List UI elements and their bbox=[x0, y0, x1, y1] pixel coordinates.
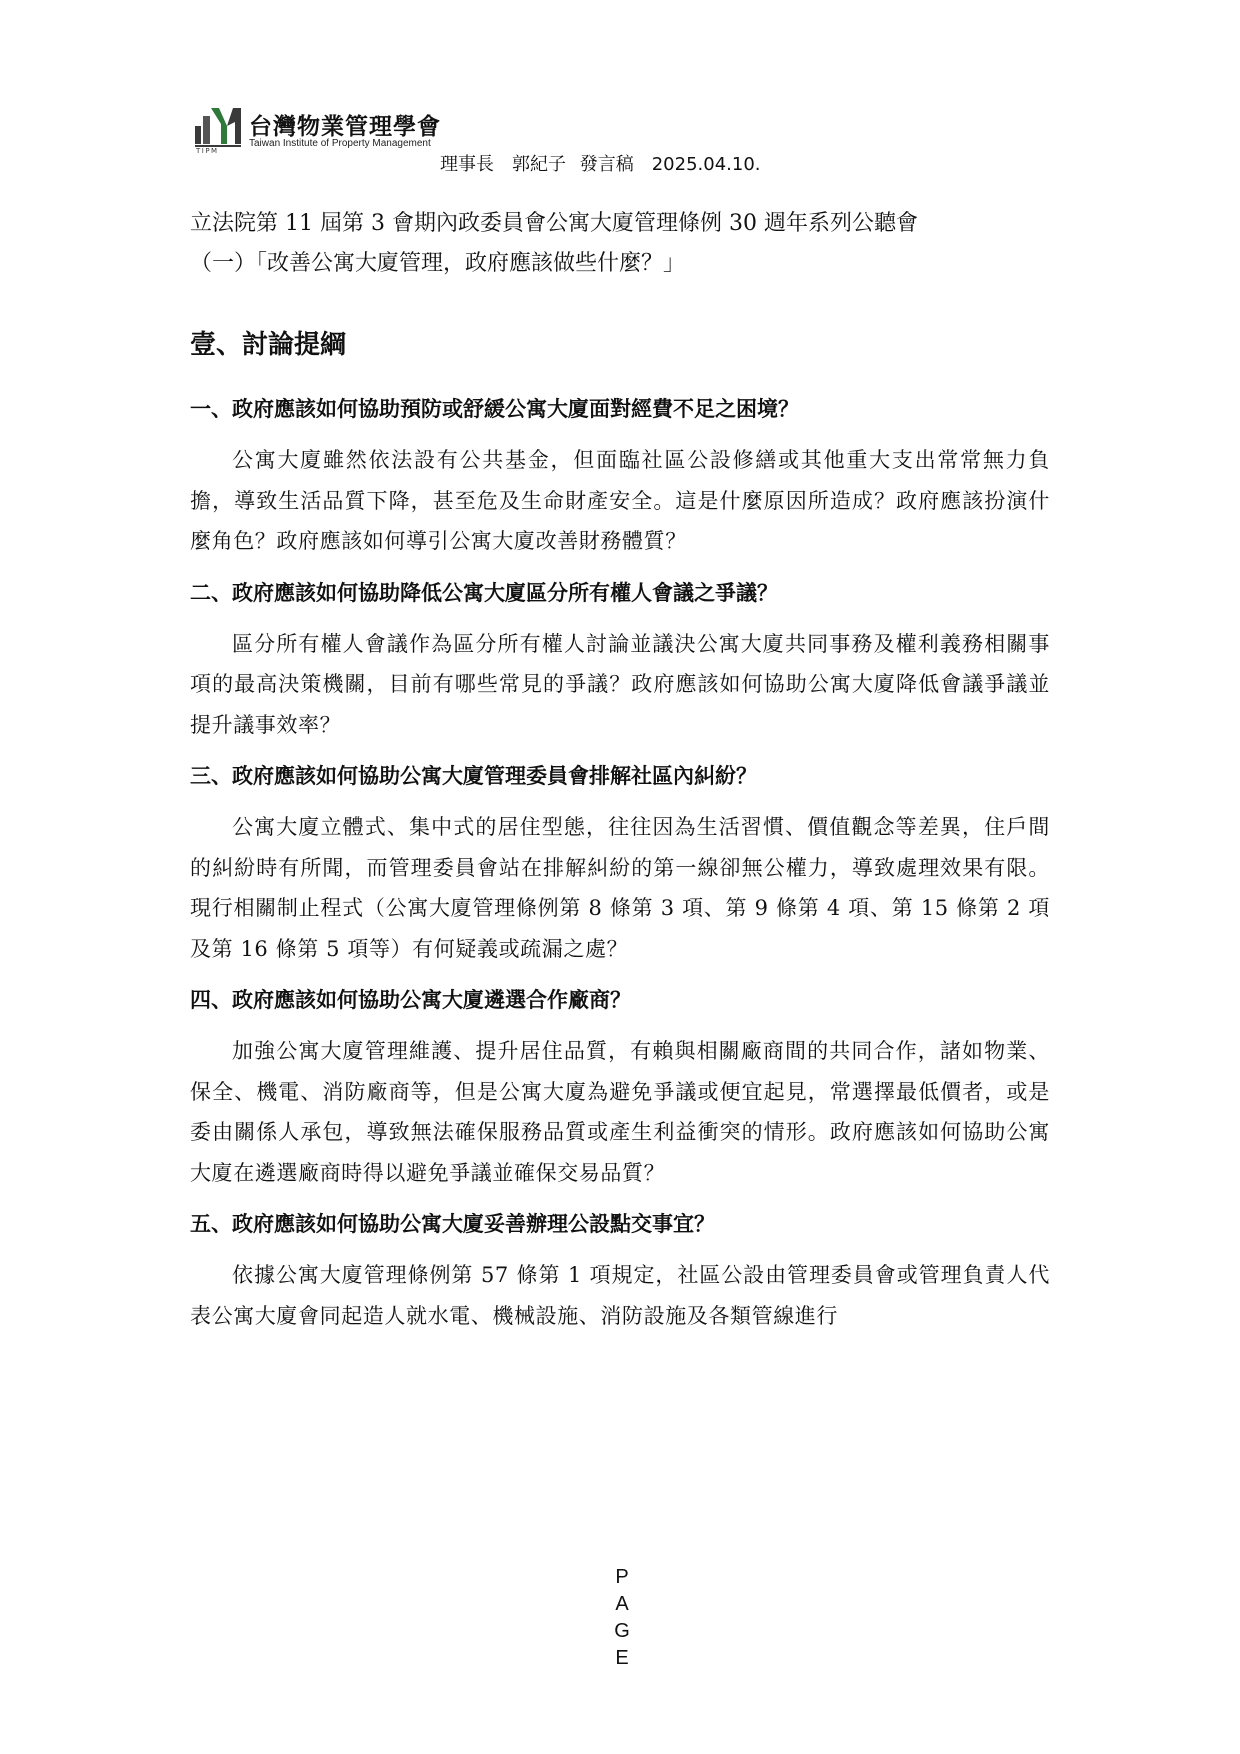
question-title: 四、政府應該如何協助公寓大廈遴選合作廠商？ bbox=[190, 988, 631, 1012]
question-body: 依據公寓大廈管理條例第 57 條第 1 項規定，社區公設由管理委員會或管理負責人代表公寓大廈會同起造人就水電、機械設施、消防設施及各類管線進行 bbox=[190, 1263, 1050, 1328]
question-block bbox=[190, 1207, 1050, 1336]
question-block bbox=[190, 576, 1050, 746]
hearing-title-line1: 立法院第 11 屆第 3 會期內政委員會公寓大廈管理條例 30 週年系列公聽會 bbox=[190, 211, 918, 236]
question-title: 二、政府應該如何協助降低公寓大廈區分所有權人會議之爭議？ bbox=[190, 580, 778, 605]
page-letter: E bbox=[615, 1647, 629, 1669]
question-title: 一、政府應該如何協助預防或舒緩公寓大廈面對經費不足之困境？ bbox=[190, 397, 799, 421]
question-body: 公寓大廈雖然依法設有公共基金，但面臨社區公設修繕或其他重大支出常常無力負擔，導致生活品質下降，甚至危及生命財產安全。這是什麼原因所造成？政府應該扮演什麼角色？政府應該如何導引公寓大廈改善財務體質？ bbox=[190, 448, 1050, 553]
page-letter: A bbox=[615, 1593, 629, 1615]
question-title: 三、政府應該如何協助公寓大廈管理委員會排解社區內糾紛？ bbox=[190, 764, 757, 788]
document-body bbox=[190, 204, 1050, 1350]
tipm-logo-icon bbox=[193, 104, 245, 154]
org-logo bbox=[193, 104, 613, 156]
question-title: 五、政府應該如何協助公寓大廈妥善辦理公設點交事宜？ bbox=[190, 1212, 715, 1236]
page-letter: G bbox=[614, 1620, 630, 1642]
question-block bbox=[190, 983, 1050, 1193]
page-field-footer bbox=[612, 1564, 632, 1672]
hearing-title bbox=[190, 204, 1050, 284]
org-name-cn: 台灣物業管理學會 bbox=[249, 114, 441, 140]
page-letter: P bbox=[615, 1566, 629, 1588]
logo-abbr: TIPM bbox=[196, 147, 219, 154]
org-name-en: Taiwan Institute of Property Management bbox=[249, 138, 431, 149]
question-block bbox=[190, 392, 1050, 562]
hearing-title-line2: （一）「改善公寓大廈管理，政府應該做些什麼？」 bbox=[190, 251, 686, 276]
question-body: 區分所有權人會議作為區分所有權人討論並議決公寓大廈共同事務及權利義務相關事項的最高決策機關，目前有哪些常見的爭議？政府應該如何協助公寓大廈降低會議爭議並提升議事效率？ bbox=[190, 631, 1050, 737]
question-block bbox=[190, 759, 1050, 969]
section-heading: 壹、討論提綱 bbox=[190, 330, 347, 360]
question-body: 公寓大廈立體式、集中式的居住型態，往往因為生活習慣、價值觀念等差異，住戶間的糾紛時有所聞，而管理委員會站在排解糾紛的第一線卻無公權力，導致處理效果有限。現行相關制止程式（公寓大廈管理條例第 8 條第 3 項、第 9 條第 4 項、第 15 條第 2 項及第 16 條第 5 項等）有何疑義或疏漏之處？ bbox=[190, 815, 1050, 961]
speaker-byline: 理事長 郭紀子 發言稿 2025.04.10. bbox=[440, 154, 761, 175]
question-body: 加強公寓大廈管理維護、提升居住品質，有賴與相關廠商間的共同合作，諸如物業、保全、機電、消防廠商等，但是公寓大廈為避免爭議或便宜起見，常選擇最低價者，或是委由關係人承包，導致無法確保服務品質或產生利益衝突的情形。政府應該如何協助公寓大廈在遴選廠商時得以避免爭議並確保交易品質？ bbox=[190, 1039, 1050, 1185]
